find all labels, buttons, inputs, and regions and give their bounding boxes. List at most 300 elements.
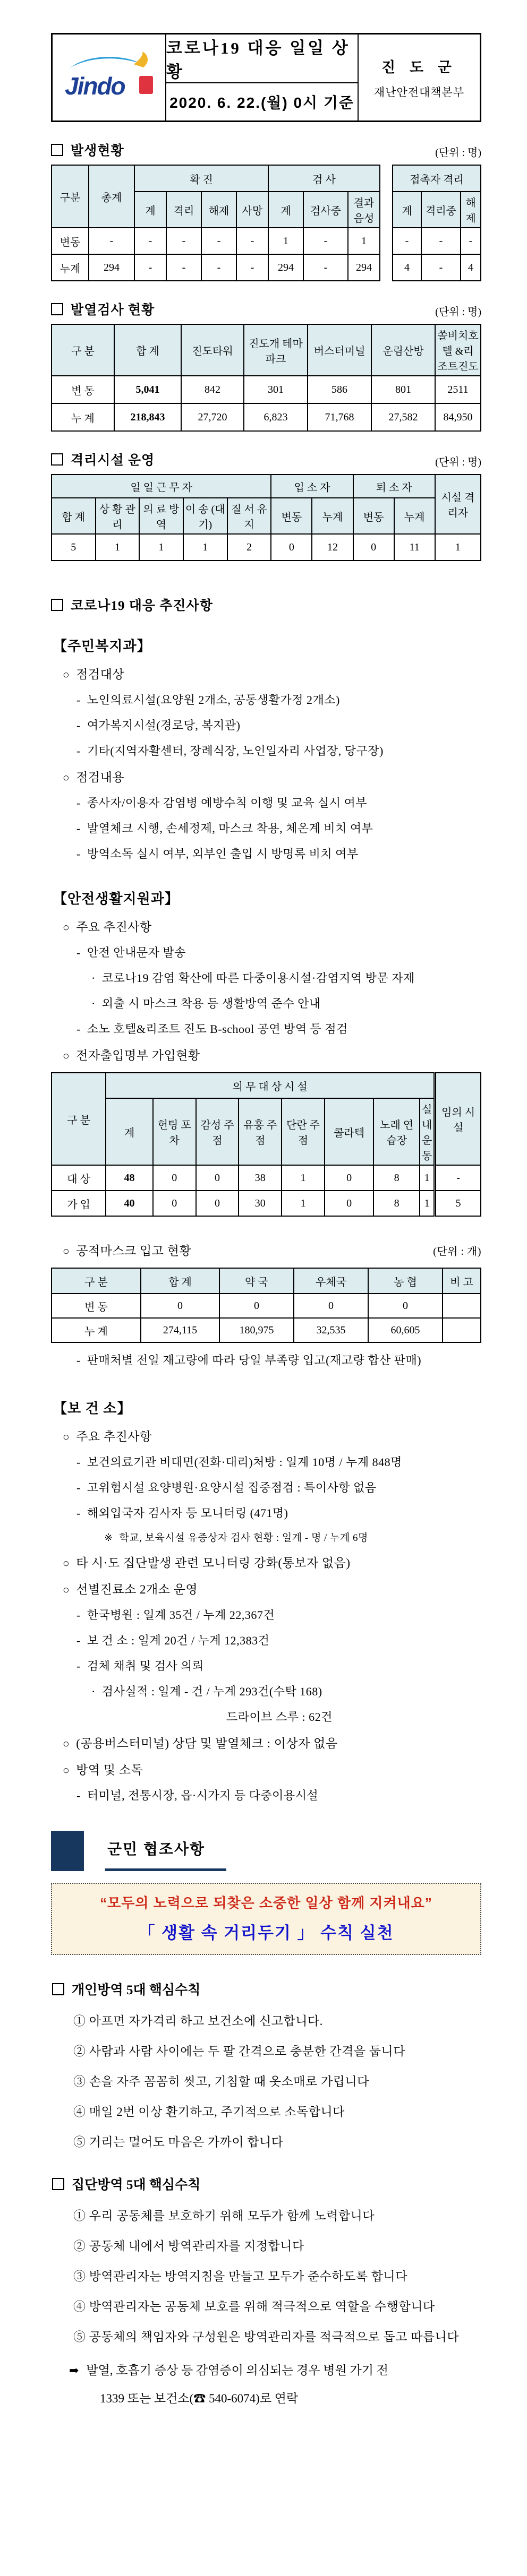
list-item xyxy=(51,1632,481,1648)
contact-row-change xyxy=(393,228,481,254)
list-item xyxy=(51,1708,481,1725)
list-item xyxy=(51,794,481,811)
cell: 1 xyxy=(435,534,481,561)
list-item-text: 노인의료시설(요양원 2개소, 공동생활가정 2개소) xyxy=(87,693,340,707)
dash-bullet-icon: - xyxy=(76,1634,81,1647)
sub-hunting-pocha: 헌팅 포차 xyxy=(153,1098,196,1165)
cell: 8 xyxy=(373,1165,420,1191)
personal-rule-1: ① 아프면 자가격리 하고 보건소에 신고합니다. xyxy=(73,2014,323,2028)
cell: 0 xyxy=(325,1165,373,1191)
col-optional-facilities: 임의 시설 xyxy=(435,1073,481,1165)
list-item-text: 코로나19 감염 확산에 따른 다중이용시설·감염지역 방문 자제 xyxy=(101,971,415,985)
fever-unit: (단위 : 명) xyxy=(435,306,481,318)
mask-row-cumulative xyxy=(52,1318,481,1342)
square-bullet-icon xyxy=(51,453,63,466)
col-pharmacy: 약 국 xyxy=(219,1268,294,1294)
list-item xyxy=(51,1020,481,1037)
cell: - xyxy=(236,254,268,281)
sub-test-testing: 검사중 xyxy=(303,192,348,228)
cell: 1 xyxy=(96,534,140,561)
cell: 301 xyxy=(244,376,308,403)
list-item-text: 여가복지시설(경로당, 복지관) xyxy=(87,719,241,732)
org-name: 진 도 군 xyxy=(381,59,457,75)
dash-bullet-icon: - xyxy=(76,1481,81,1494)
personal-rule-4: ④ 매일 2번 이상 환기하고, 주기적으로 소독합니다 xyxy=(73,2105,345,2118)
square-bullet-icon xyxy=(51,144,63,156)
list-item-text: 전자출입명부 가입현황 xyxy=(76,1049,200,1062)
dot-bullet-icon: · xyxy=(91,1685,96,1698)
sub-worker-total: 합 계 xyxy=(52,498,96,534)
dept-health-title: 【보 건 소】 xyxy=(53,1401,132,1416)
dash-bullet-icon: - xyxy=(76,1789,81,1802)
arrow-right-icon: ➡ xyxy=(69,2364,79,2377)
cell: 1 xyxy=(420,1191,435,1216)
red-stamp-icon xyxy=(139,76,153,94)
page-title: 코로나19 대응 일일 상황 xyxy=(166,35,358,83)
sub-confirmed-isolated: 격리 xyxy=(166,192,201,228)
fever-table xyxy=(51,324,481,432)
list-item-text: 드라이브 스루 : 62건 xyxy=(226,1710,333,1724)
sub-test-negative: 결과음성 xyxy=(348,192,380,228)
contact-instruction-line1 xyxy=(69,2360,481,2378)
cell: 1 xyxy=(183,534,227,561)
contact-instruction-line2: 1339 또는 보건소(☎ 540-6074)로 연락 xyxy=(100,2392,299,2405)
cell: 5 xyxy=(435,1191,481,1216)
sub-danran-bar: 단란 주점 xyxy=(282,1098,325,1165)
personal-rules-label: 개인방역 5대 핵심수칙 xyxy=(72,1983,201,1997)
reference-mark-icon: ※ xyxy=(104,1532,113,1544)
row-label: 대 상 xyxy=(52,1165,106,1191)
square-bullet-icon xyxy=(51,303,63,315)
cooperation-title-underline xyxy=(105,1831,226,1871)
mask-heading-line xyxy=(51,1241,481,1259)
sub-contact-released: 해제 xyxy=(461,192,481,228)
cell: 1 xyxy=(282,1165,325,1191)
cell: 60,605 xyxy=(368,1318,443,1342)
sub-worker-medical: 의 료 방 역 xyxy=(139,498,183,534)
group-test: 검 사 xyxy=(268,165,380,192)
dash-bullet-icon: - xyxy=(76,822,81,835)
list-item-text: 주요 추진사항 xyxy=(76,1430,152,1443)
navy-block-icon xyxy=(51,1831,84,1871)
col-gubun: 구 분 xyxy=(52,324,114,376)
notice-red-text: “모두의 노력으로 되찾은 소중한 일상 함께 지켜내요” xyxy=(100,1895,432,1911)
cell: - xyxy=(421,228,461,254)
list-item xyxy=(51,820,481,836)
col-bus-terminal: 버스터미널 xyxy=(308,324,371,376)
sub-confirmed-released: 해제 xyxy=(201,192,236,228)
square-bullet-icon xyxy=(51,599,63,611)
cell: - xyxy=(461,228,481,254)
group-admitted: 입 소 자 xyxy=(271,475,353,498)
group-rules-heading xyxy=(52,2174,481,2193)
col-gubun: 구분 xyxy=(52,165,89,228)
cell: 1 xyxy=(268,228,303,254)
list-item-text: 타 시·도 집단발생 관련 모니터링 강화(통보자 없음) xyxy=(76,1556,351,1570)
dot-bullet-icon: · xyxy=(91,971,96,985)
cell: 71,768 xyxy=(308,403,371,431)
mask-table xyxy=(51,1268,481,1343)
list-item-text: 검사실적 : 일계 - 건 / 누계 293건(수탁 168) xyxy=(101,1685,322,1698)
group-rule-2: ② 공동체 내에서 방역관리자를 지정합니다 xyxy=(73,2239,304,2253)
list-item-text: 안전 안내문자 발송 xyxy=(87,946,186,959)
cell: 2 xyxy=(227,534,271,561)
list-item xyxy=(51,944,481,960)
occurrence-row-cumulative xyxy=(52,254,380,281)
list-item-text: 방역소독 실시 여부, 외부인 출입 시 방명록 비치 여부 xyxy=(87,847,359,860)
contact-row-cumulative xyxy=(393,254,481,281)
cell: 11 xyxy=(394,534,435,561)
list-item-text: 검체 채취 및 검사 의뢰 xyxy=(87,1659,204,1673)
mask-unit: (단위 : 개) xyxy=(433,1246,481,1257)
cell: 1 xyxy=(420,1165,435,1191)
list-item xyxy=(51,917,481,935)
cell: 84,950 xyxy=(435,403,481,431)
cell: 5,041 xyxy=(114,376,181,403)
list-item-text: (공용버스터미널) 상담 및 발열체크 : 이상자 없음 xyxy=(76,1737,338,1750)
list-item-text: 보 건 소 : 일계 20건 / 누계 12,383건 xyxy=(87,1634,270,1647)
list-item xyxy=(51,1553,481,1571)
dash-bullet-icon: - xyxy=(76,744,81,757)
list-item xyxy=(51,1657,481,1674)
cell: 8 xyxy=(373,1191,420,1216)
cooperation-title: 군민 협조사항 xyxy=(107,1840,206,1857)
dash-bullet-icon: - xyxy=(76,847,81,860)
group-confirmed: 확 진 xyxy=(134,165,268,192)
cell: 0 xyxy=(196,1191,239,1216)
col-total: 총계 xyxy=(89,165,134,228)
list-item-text: 종사자/이용자 감염병 예방수칙 이행 및 교육 실시 여부 xyxy=(87,796,367,809)
dash-bullet-icon: - xyxy=(76,1506,81,1520)
dash-bullet-icon: - xyxy=(76,693,81,707)
group-rule-5: ⑤ 공동체의 책임자와 구성원은 방역관리자를 적극적으로 돕고 따릅니다 xyxy=(73,2330,460,2344)
report-header xyxy=(51,33,481,122)
mask-note-line xyxy=(51,1351,481,1368)
facility-data-row xyxy=(52,534,481,561)
cell: 218,843 xyxy=(114,403,181,431)
list-item xyxy=(51,742,481,759)
list-item-text: 외출 시 마스크 착용 등 생활방역 준수 안내 xyxy=(101,997,321,1010)
cell: 30 xyxy=(239,1191,282,1216)
list-item-note xyxy=(51,1530,481,1544)
col-theme-park: 진도개 테마파크 xyxy=(244,324,308,376)
dash-bullet-icon: - xyxy=(76,1659,81,1673)
circle-bullet-icon: ○ xyxy=(63,1245,70,1257)
cell: - xyxy=(134,254,166,281)
cell: 1 xyxy=(139,534,183,561)
circle-bullet-icon: ○ xyxy=(63,771,70,784)
group-rule-1: ① 우리 공동체를 보호하기 위해 모두가 함께 노력합니다 xyxy=(73,2209,375,2222)
list-item xyxy=(51,1606,481,1623)
entry-log-table xyxy=(51,1072,481,1217)
occurrence-heading-label: 발생현황 xyxy=(71,144,124,158)
row-label: 누 계 xyxy=(52,403,114,431)
sub-worker-order: 질 서 유 지 xyxy=(227,498,271,534)
group-rule-4: ④ 방역관리자는 공동체 보호를 위해 적극적으로 역할을 수행합니다 xyxy=(73,2300,435,2313)
facility-heading-row xyxy=(51,450,481,469)
cell: 0 xyxy=(153,1165,196,1191)
entry-row-joined xyxy=(52,1191,481,1216)
cell: - xyxy=(236,228,268,254)
org-dept: 재난안전대책본부 xyxy=(373,85,465,99)
cell: 0 xyxy=(153,1191,196,1216)
cell xyxy=(443,1318,481,1342)
facility-heading-label: 격리시설 운영 xyxy=(71,453,155,468)
cell: - xyxy=(201,228,236,254)
cell: - xyxy=(421,254,461,281)
dash-bullet-icon: - xyxy=(76,1455,81,1469)
sub-contact-total: 계 xyxy=(393,192,421,228)
cell: 294 xyxy=(268,254,303,281)
cell: 0 xyxy=(141,1294,219,1318)
sub-entertainment-bar: 유흥 주점 xyxy=(239,1098,282,1165)
list-item xyxy=(51,691,481,708)
facility-table xyxy=(51,474,481,561)
circle-bullet-icon: ○ xyxy=(63,1557,70,1570)
cell: - xyxy=(393,228,421,254)
notice-box xyxy=(51,1883,481,1955)
list-item xyxy=(51,1683,481,1699)
dash-bullet-icon: - xyxy=(76,1354,81,1367)
list-item-text: 발열체크 시행, 손세정제, 마스크 착용, 체온계 비치 여부 xyxy=(87,822,373,835)
list-item-text: 점검내용 xyxy=(76,771,125,784)
sub-worker-situation: 상 황 관 리 xyxy=(96,498,140,534)
mask-row-change xyxy=(52,1294,481,1318)
actions-heading-row xyxy=(51,595,481,614)
sub-worker-transport: 이 송 (대 기) xyxy=(183,498,227,534)
row-label: 가 입 xyxy=(52,1191,106,1216)
fever-heading-label: 발열검사 현황 xyxy=(71,303,155,317)
sub-in-cumulative: 누계 xyxy=(312,498,353,534)
dot-bullet-icon: · xyxy=(91,997,96,1010)
row-label: 변 동 xyxy=(52,1294,141,1318)
report-date: 2020. 6. 22.(월) 0시 기준 xyxy=(169,94,354,111)
cell: 274,115 xyxy=(141,1318,219,1342)
cell: - xyxy=(134,228,166,254)
occurrence-unit: (단위 : 명) xyxy=(435,147,481,159)
dash-bullet-icon: - xyxy=(76,719,81,732)
list-item xyxy=(51,1734,481,1751)
list-item xyxy=(51,1427,481,1444)
cell: 5 xyxy=(52,534,96,561)
list-item-text: 해외입국자 검사자 등 모니터링 (471명) xyxy=(87,1506,288,1520)
list-item-text: 기타(지역자활센터, 장례식장, 노인일자리 사업장, 당구장) xyxy=(87,744,384,757)
cell: 842 xyxy=(181,376,244,403)
cell: 294 xyxy=(348,254,380,281)
dept-welfare-title: 【주민복지과】 xyxy=(53,639,151,654)
list-item xyxy=(51,717,481,733)
col-post-office: 우체국 xyxy=(294,1268,368,1294)
list-item xyxy=(51,969,481,986)
list-item xyxy=(51,1046,481,1063)
fever-row-change xyxy=(52,376,481,403)
sub-contact-isolating: 격리중 xyxy=(421,192,461,228)
sub-karaoke: 노래 연습장 xyxy=(373,1098,420,1165)
fever-row-cumulative xyxy=(52,403,481,431)
col-facility-isolated: 시설 격리자 xyxy=(435,475,481,534)
cell: 294 xyxy=(89,254,134,281)
entry-row-target xyxy=(52,1165,481,1191)
cell: 2511 xyxy=(435,376,481,403)
list-item-text: 소노 호텔&리조트 진도 B-school 공연 방역 등 점검 xyxy=(87,1022,348,1036)
cell: - xyxy=(303,254,348,281)
dash-bullet-icon: - xyxy=(76,946,81,959)
cell: - xyxy=(201,254,236,281)
circle-bullet-icon: ○ xyxy=(63,1049,70,1062)
sub-gamsung-bar: 감성 주점 xyxy=(196,1098,239,1165)
occurrence-tables xyxy=(51,165,481,281)
cell: 0 xyxy=(368,1294,443,1318)
personal-rule-5: ⑤ 거리는 멀어도 마음은 가까이 합니다 xyxy=(73,2135,284,2149)
cell: 1 xyxy=(348,228,380,254)
square-bullet-icon xyxy=(52,1983,64,1995)
jindo-logo-art xyxy=(64,48,154,107)
cell: 0 xyxy=(294,1294,368,1318)
cell: 0 xyxy=(219,1294,294,1318)
cell: 0 xyxy=(196,1165,239,1191)
list-item xyxy=(51,1760,481,1778)
list-item xyxy=(51,768,481,785)
personal-rule-2: ② 사람과 사람 사이에는 두 팔 간격으로 충분한 간격을 둡니다 xyxy=(73,2045,405,2058)
col-nonghyup: 농 협 xyxy=(368,1268,443,1294)
list-item-text: 학교, 보육시설 유증상자 검사 현황 : 일계 - 명 / 누계 6명 xyxy=(119,1532,368,1544)
list-item xyxy=(51,1479,481,1495)
cell xyxy=(443,1294,481,1318)
cell: - xyxy=(303,228,348,254)
contact-text-1: 발열, 호흡기 증상 등 감염증이 의심되는 경우 병원 가기 전 xyxy=(86,2364,388,2377)
list-item-text: 점검대상 xyxy=(76,668,125,681)
occurrence-main-table xyxy=(51,165,380,281)
circle-bullet-icon: ○ xyxy=(63,921,70,934)
list-item xyxy=(51,1504,481,1521)
col-solbeach: 쏠비치호텔 &리조트진도 xyxy=(435,324,481,376)
circle-bullet-icon: ○ xyxy=(63,1583,70,1596)
list-item-text: 방역 및 소독 xyxy=(76,1763,143,1777)
list-item xyxy=(51,995,481,1011)
cooperation-banner xyxy=(51,1831,481,1871)
row-label: 변 동 xyxy=(52,376,114,403)
list-item xyxy=(51,1453,481,1470)
cell: - xyxy=(166,228,201,254)
list-item-text: 한국병원 : 일계 35건 / 누계 22,367건 xyxy=(87,1608,275,1622)
sub-confirmed-dead: 사망 xyxy=(236,192,268,228)
group-rule-3: ③ 방역관리자는 방역지침을 만들고 모두가 준수하도록 합니다 xyxy=(73,2270,407,2283)
group-contact-isolation: 접촉자 격리 xyxy=(393,165,481,192)
list-item-text: 고위험시설 요양병원·요양시설 집중점검 : 특이사항 없음 xyxy=(87,1481,377,1494)
col-remark: 비 고 xyxy=(443,1268,481,1294)
jindo-logo xyxy=(53,35,166,120)
list-item xyxy=(51,1787,481,1803)
col-total: 합 계 xyxy=(114,324,181,376)
list-item xyxy=(51,845,481,861)
col-unrim: 운림산방 xyxy=(371,324,435,376)
group-discharged: 퇴 소 자 xyxy=(353,475,435,498)
list-item xyxy=(51,665,481,682)
cell: 27,720 xyxy=(181,403,244,431)
sub-total: 계 xyxy=(106,1098,153,1165)
sub-out-change: 변동 xyxy=(353,498,394,534)
cell: 40 xyxy=(106,1191,153,1216)
col-gubun: 구 분 xyxy=(52,1268,141,1294)
occurrence-heading-row xyxy=(51,140,481,159)
group-rules-label: 집단방역 5대 핵심수칙 xyxy=(72,2178,201,2192)
row-label: 누계 xyxy=(52,254,89,281)
cell: 0 xyxy=(325,1191,373,1216)
cell: 0 xyxy=(353,534,394,561)
col-jindo-tower: 진도타워 xyxy=(181,324,244,376)
list-item-text: 주요 추진사항 xyxy=(76,920,152,934)
list-item-text: 보건의료기관 비대면(전화·대리)처방 : 일계 10명 / 누계 848명 xyxy=(87,1455,402,1469)
sub-colatec: 콜라텍 xyxy=(325,1098,373,1165)
header-org xyxy=(358,35,480,120)
group-mandatory-facilities: 의 무 대 상 시 설 xyxy=(106,1073,435,1098)
col-gubun: 구 분 xyxy=(52,1073,106,1165)
list-item xyxy=(51,1580,481,1597)
cell: 801 xyxy=(371,376,435,403)
cell: 38 xyxy=(239,1165,282,1191)
sub-test-total: 계 xyxy=(268,192,303,228)
facility-heading xyxy=(51,450,155,469)
col-total: 합 계 xyxy=(141,1268,219,1294)
dash-bullet-icon: - xyxy=(76,1022,81,1036)
circle-bullet-icon: ○ xyxy=(63,1431,70,1443)
group-daily-workers: 일 일 근 무 자 xyxy=(52,475,271,498)
actions-heading xyxy=(51,595,213,614)
circle-bullet-icon: ○ xyxy=(63,1764,70,1777)
cell: - xyxy=(435,1165,481,1191)
header-center xyxy=(166,35,358,120)
personal-rule-3: ③ 손을 자주 꼼꼼히 씻고, 기침할 때 옷소매로 가립니다 xyxy=(73,2075,369,2088)
cell: 27,582 xyxy=(371,403,435,431)
cell: 1 xyxy=(282,1191,325,1216)
mask-heading-label: 공적마스크 입고 현황 xyxy=(76,1244,192,1257)
fever-heading-row xyxy=(51,299,481,318)
cell: 0 xyxy=(271,534,312,561)
circle-bullet-icon: ○ xyxy=(63,668,70,681)
cell: - xyxy=(166,254,201,281)
facility-unit: (단위 : 명) xyxy=(435,456,481,468)
mask-note-text: 판매처별 전일 재고량에 따라 당일 부족량 입고(재고량 합산 판매) xyxy=(87,1354,422,1367)
sub-out-cumulative: 누계 xyxy=(394,498,435,534)
cell: 4 xyxy=(393,254,421,281)
cell: 586 xyxy=(308,376,371,403)
cell: 4 xyxy=(461,254,481,281)
dept-safety-title: 【안전생활지원과】 xyxy=(53,891,179,907)
notice-blue-text: 「 생활 속 거리두기 」 수칙 실천 xyxy=(138,1924,394,1942)
contact-isolation-table xyxy=(392,165,481,281)
circle-bullet-icon: ○ xyxy=(63,1737,70,1750)
cell: - xyxy=(89,228,134,254)
personal-rules-heading xyxy=(52,1979,481,1998)
sub-in-change: 변동 xyxy=(271,498,312,534)
sub-confirmed-total: 계 xyxy=(134,192,166,228)
fever-heading xyxy=(51,299,155,318)
row-label: 변동 xyxy=(52,228,89,254)
dash-bullet-icon: - xyxy=(76,1608,81,1622)
cell: 6,823 xyxy=(244,403,308,431)
jindo-logo-text: Jindo xyxy=(65,72,125,100)
list-item-text: 터미널, 전통시장, 읍·시가지 등 다중이용시설 xyxy=(87,1789,319,1802)
cell: 48 xyxy=(106,1165,153,1191)
actions-heading-label: 코로나19 대응 추진사항 xyxy=(71,599,213,613)
cell: 32,535 xyxy=(294,1318,368,1342)
row-label: 누 계 xyxy=(52,1318,141,1342)
cell: 12 xyxy=(312,534,353,561)
list-item-text: 선별진료소 2개소 운영 xyxy=(76,1583,198,1596)
dash-bullet-icon: - xyxy=(76,796,81,809)
occurrence-heading xyxy=(51,140,124,159)
occurrence-row-change xyxy=(52,228,380,254)
